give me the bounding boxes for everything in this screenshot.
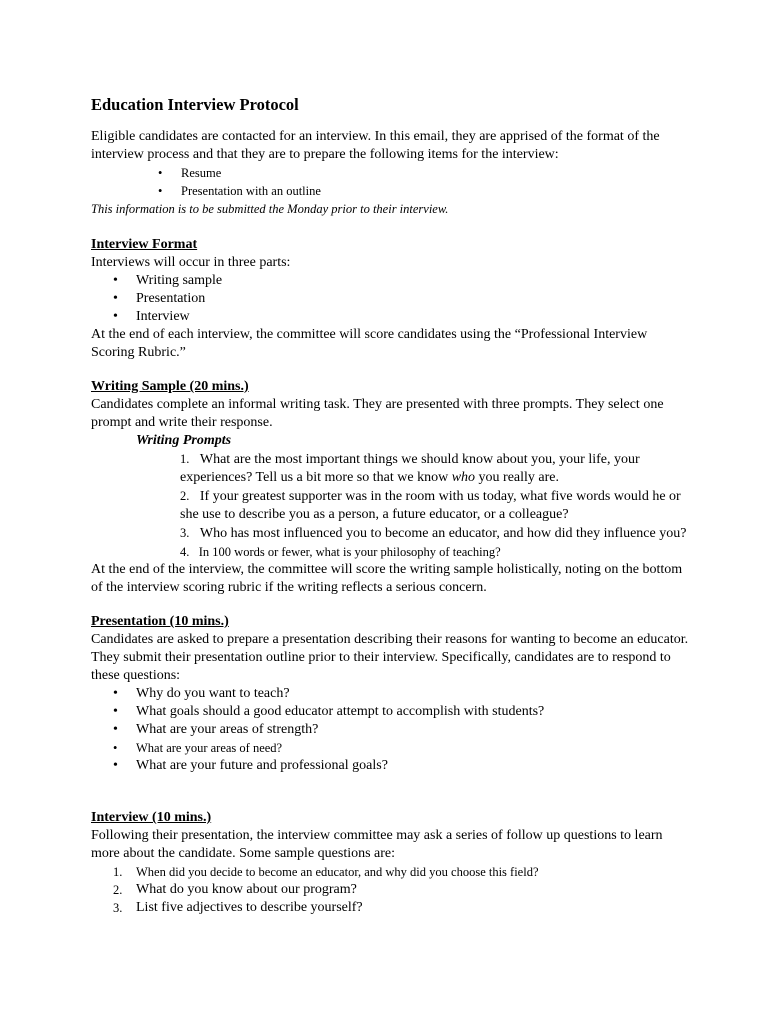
- item-number: 3.: [113, 901, 123, 915]
- list-item: • What are your areas of strength?: [91, 721, 691, 739]
- list-item: • Why do you want to teach?: [91, 685, 691, 703]
- list-item: • What goals should a good educator attempt to accomplish with students?: [91, 703, 691, 721]
- list-item: [91, 899, 691, 917]
- item-number: 4.: [180, 545, 190, 559]
- prompt-text: In 100 words or fewer, what is your philosophy of teaching?: [198, 545, 501, 559]
- question-text: List five adjectives to describe yourself?: [136, 900, 363, 915]
- question-text: What do you know about our program?: [136, 882, 357, 897]
- list-item: [136, 524, 691, 543]
- writing-prompts-list: [136, 450, 691, 561]
- prompt-text: Who has most influenced you to become an educator, and how did they influence you?: [199, 526, 687, 541]
- presentation-lead: Candidates are asked to prepare a presentation describing their reasons for wanting to become an educator. They submit their presentation outline prior to their interview. Specifically, candidates are to respond to these questions:: [91, 632, 689, 683]
- list-item: [91, 881, 691, 899]
- interview-lead: Following their presentation, the interview committee may ask a series of follow up questions to learn more about the candidate. Some sample questions are:: [91, 828, 663, 861]
- list-item: • What are your future and professional goals?: [91, 757, 691, 775]
- writing-prompts: [91, 432, 691, 561]
- format-closing: At the end of each interview, the committee will score candidates using the “Professional Interview Scoring Rubric.”: [91, 327, 648, 360]
- list-item: • Resume: [91, 164, 691, 182]
- intro-note: This information is to be submitted the Monday prior to their interview.: [91, 202, 449, 216]
- presentation-list: [91, 685, 691, 775]
- item-number: 2.: [113, 883, 123, 897]
- document-title: Education Interview Protocol: [91, 95, 299, 114]
- presentation-heading: Presentation (10 mins.): [91, 614, 229, 629]
- list-item: • Writing sample: [91, 272, 691, 290]
- list-item: [91, 863, 691, 881]
- writing-sample-heading: Writing Sample (20 mins.): [91, 379, 249, 394]
- intro-list: [91, 164, 691, 200]
- prompt-text: What are the most important things we should know about you, your life, your experiences? Tell us a bit more so that we know: [180, 452, 640, 485]
- writing-lead: Candidates complete an informal writing task. They are presented with three prompts. They select one prompt and write their response.: [91, 397, 664, 430]
- list-item: [136, 543, 691, 561]
- list-item: • Presentation: [91, 290, 691, 308]
- writing-closing: At the end of the interview, the committee will score the writing sample holistically, noting on the bottom of the interview scoring rubric if the writing reflects a serious concern.: [91, 562, 683, 595]
- list-item: • What are your areas of need?: [91, 739, 691, 757]
- list-item: • Presentation with an outline: [91, 182, 691, 200]
- list-item: [136, 487, 691, 524]
- interview-heading: Interview (10 mins.): [91, 810, 212, 825]
- intro-paragraph: Eligible candidates are contacted for an interview. In this email, they are apprised of the format of the interview process and that they are to prepare the following items for the interview:: [91, 129, 660, 162]
- format-list: [91, 272, 691, 326]
- format-lead: Interviews will occur in three parts:: [91, 255, 291, 270]
- list-item: [136, 450, 691, 487]
- prompt-emphasis: who: [451, 470, 476, 485]
- list-item: • Interview: [91, 308, 691, 326]
- prompt-text: you really are.: [475, 470, 559, 485]
- interview-questions-list: [91, 863, 691, 917]
- item-number: 1.: [180, 452, 190, 466]
- writing-prompts-heading: Writing Prompts: [136, 433, 232, 448]
- prompt-text: If your greatest supporter was in the room with us today, what five words would he or she use to describe you as a person, a future educator, or a colleague?: [180, 489, 681, 522]
- document-body: [91, 94, 691, 917]
- item-number: 3.: [180, 526, 190, 540]
- item-number: 2.: [180, 489, 190, 503]
- interview-format-heading: Interview Format: [91, 237, 198, 252]
- item-number: 1.: [113, 865, 123, 879]
- question-text: When did you decide to become an educator, and why did you choose this field?: [136, 865, 539, 879]
